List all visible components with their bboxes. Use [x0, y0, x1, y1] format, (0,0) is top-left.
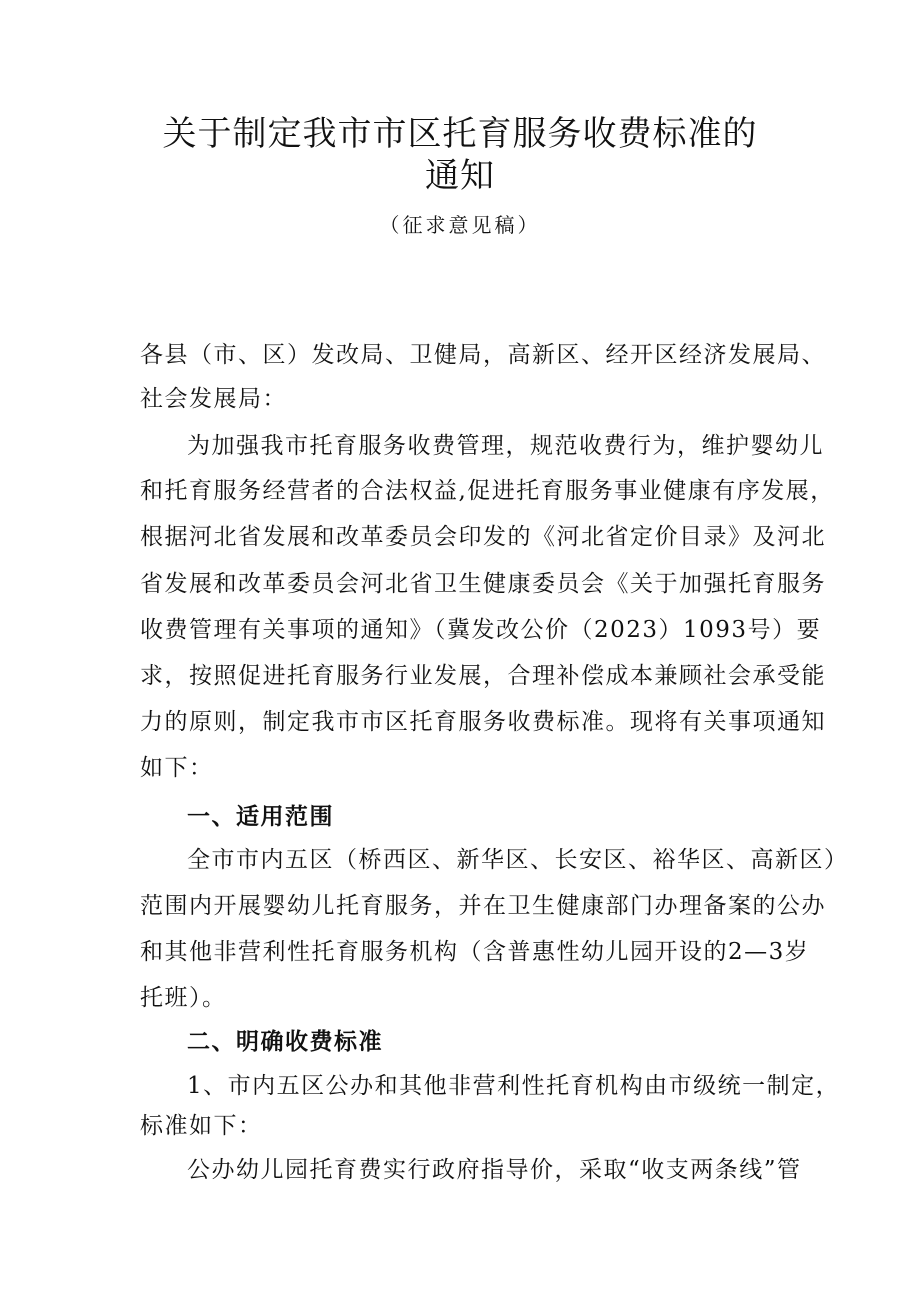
document-title-line-2: 通知 — [425, 156, 495, 196]
section-2-line-3: 公办幼儿园托育费实行政府指导价，采取“收支两条线”管 — [187, 1157, 802, 1183]
intro-line-8: 如下： — [140, 755, 214, 781]
section-1-line-2: 范围内开展婴幼儿托育服务，并在卫生健康部门办理备案的公办 — [140, 893, 826, 919]
section-1-line-4: 托班）。 — [140, 985, 227, 1011]
intro-line-5: 收费管理有关事项的通知》（冀发改公价（2023）1093号）要 — [140, 617, 822, 643]
intro-line-6: 求，按照促进托育服务行业发展，合理补偿成本兼顾社会承受能 — [140, 663, 826, 689]
intro-line-1: 为加强我市托育服务收费管理，规范收费行为，维护婴幼儿 — [187, 433, 824, 459]
intro-line-2: 和托育服务经营者的合法权益,促进托育服务事业健康有序发展， — [140, 478, 835, 504]
intro-line-4: 省发展和改革委员会河北省卫生健康委员会《关于加强托育服务 — [140, 571, 826, 597]
addressee-line-1: 各县（市、区）发改局、卫健局，高新区、经开区经济发展局、 — [140, 342, 826, 368]
addressee-line-2: 社会发展局： — [140, 386, 287, 412]
intro-line-7: 力的原则，制定我市市区托育服务收费标准。现将有关事项通知 — [140, 709, 826, 735]
document-title-line-1: 关于制定我市市区托育服务收费标准的 — [162, 114, 758, 154]
section-2-heading: 二、明确收费标准 — [187, 1029, 383, 1055]
section-1-line-1: 全市市内五区（桥西区、新华区、长安区、裕华区、高新区） — [187, 847, 849, 873]
section-2-line-1: 1、市内五区公办和其他非营利性托育机构由市级统一制定， — [187, 1073, 841, 1099]
document-subtitle: （征求意见稿） — [379, 213, 541, 237]
intro-line-3: 根据河北省发展和改革委员会印发的《河北省定价目录》及河北 — [140, 524, 826, 550]
section-1-line-3: 和其他非营利性托育服务机构（含普惠性幼儿园开设的2—3岁 — [140, 939, 810, 965]
section-2-line-2: 标准如下： — [140, 1113, 263, 1139]
section-1-heading: 一、适用范围 — [187, 804, 334, 830]
